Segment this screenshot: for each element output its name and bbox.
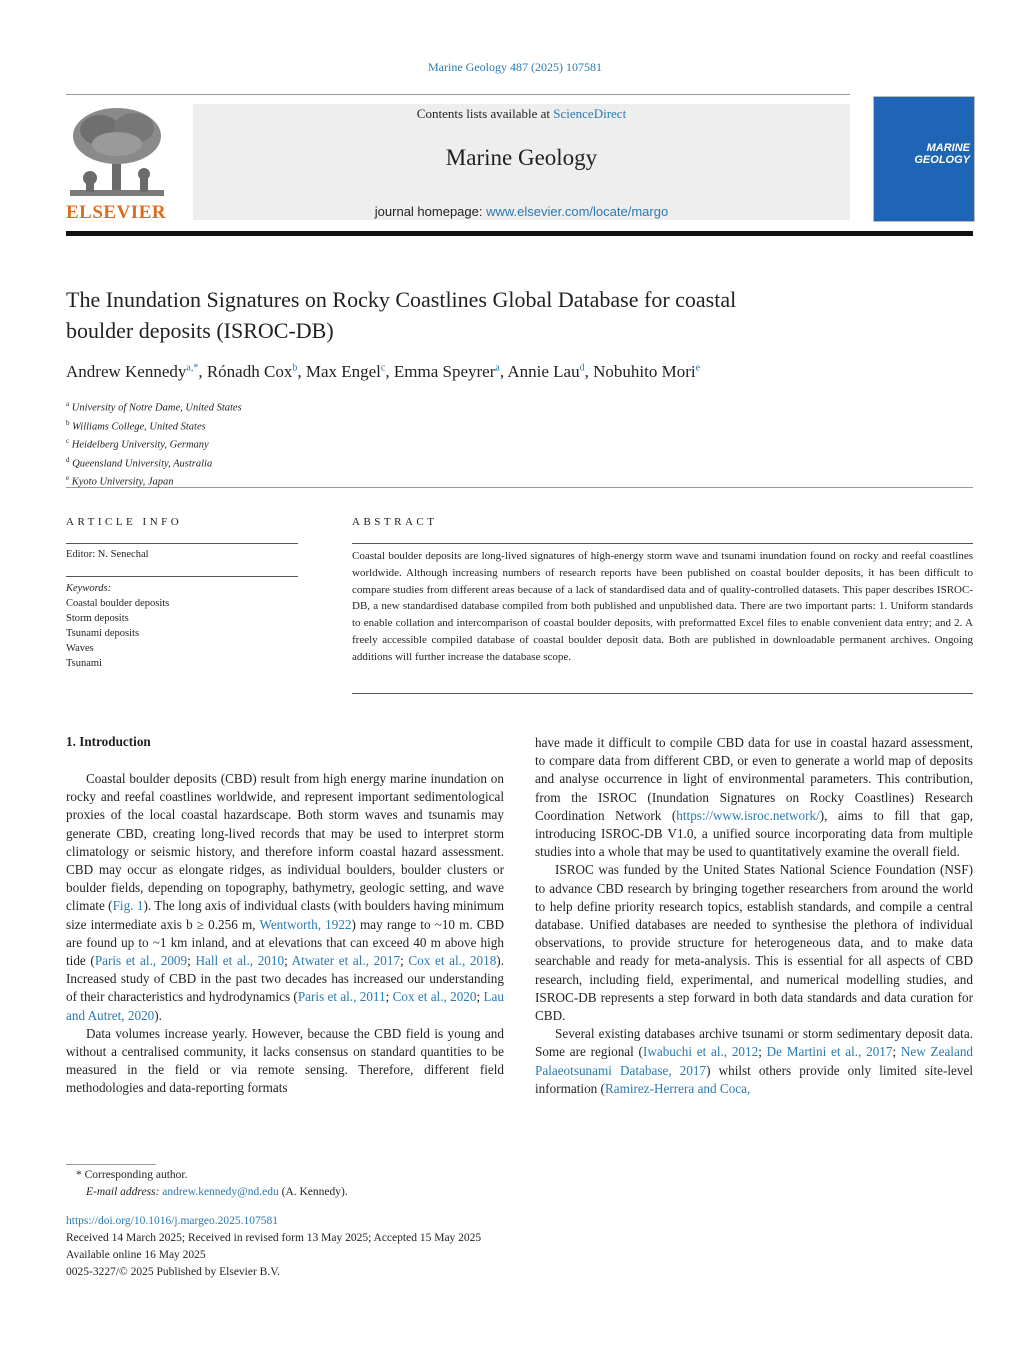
abstract-text: Coastal boulder deposits are long-lived signatures of high-energy storm wave and tsunami inundation found on rocky and reefal coastlines worldwide. Although increasing numbers of research reports have been published on coastal boulder deposits, it has been difficult to compare studies from different areas because of a lack of standardised data and of quality-controlled datasets. This paper describes ISROC-DB, a new standardised database compiled from both published and unpublished data. There are two important parts: 1. Uniform standards to enable collation and intercomparison of coastal boulder deposits, with preformatted Excel files to enable convenient data entry; and 2. A freely accessible compiled database of coastal boulder deposit data. Both are published in downloadable permanent archives. Ongoing additions will further increase the database scope. <box>352 550 973 663</box>
affiliation: $^b$ Williams College, United States <box>66 418 206 432</box>
author-affiliation-marker[interactable]: b <box>292 362 298 374</box>
email-link[interactable]: andrew.kennedy@nd.edu <box>162 1186 279 1198</box>
article-info-heading: ARTICLE INFO <box>66 516 183 528</box>
reference-link[interactable]: De Martini et al., 2017 <box>766 1044 893 1060</box>
reference-link[interactable]: Atwater et al., 2017 <box>291 953 401 969</box>
reference-link[interactable]: Wentworth, 1922 <box>259 916 352 932</box>
copyright: 0025-3227/© 2025 Published by Elsevier B.V. <box>66 1266 280 1278</box>
reference-link[interactable]: Cox et al., 2020 <box>392 989 477 1005</box>
keywords-rule <box>66 576 298 577</box>
section-divider <box>66 487 973 488</box>
author-name: Emma Speyrer <box>393 362 496 381</box>
paragraph: have made it difficult to compile CBD data for use in coastal hazard assessment, to compare data from different CBD, or even to generate a world map of deposits and analyse occurrence in light of environmental parameters. This contribution, from the ISROC (Inundation Signatures on Rocky Coastlines) Research Coordination Network (https://www.isroc.network/), aims to fill that gap, introducing ISROC-DB V1.0, a unified source incorporating data from multiple studies into a whole that may be used to quantitatively examine the overall field. <box>535 735 973 860</box>
affiliation: $^c$ Heidelberg University, Germany <box>66 437 209 451</box>
corresponding-author-note: * Corresponding author. <box>76 1169 188 1181</box>
reference-link[interactable]: New Zealand Palaeotsunami Database, 2017 <box>535 1044 974 1078</box>
journal-homepage: journal homepage: www.elsevier.com/locate/margo <box>374 204 669 219</box>
affiliation: $^e$ Kyoto University, Japan <box>66 474 174 488</box>
reference-link[interactable]: Ramirez-Herrera and Coca, <box>604 1080 751 1096</box>
keyword: Waves <box>66 643 94 654</box>
keyword: Tsunami <box>66 658 103 669</box>
elsevier-wordmark: ELSEVIER <box>66 202 167 223</box>
reference-link[interactable]: Paris et al., 2011 <box>297 989 386 1005</box>
header-divider <box>66 94 850 95</box>
contents-line: Contents lists available at ScienceDirect <box>416 106 627 121</box>
reference-link[interactable]: Hall et al., 2010 <box>195 953 285 969</box>
keyword: Coastal boulder deposits <box>66 598 170 609</box>
keywords-block <box>66 581 169 671</box>
header-thick-rule <box>66 231 973 236</box>
author-list: Andrew Kennedy$^{a,*}$, Rónadh Cox$^b$, Max Engel$^c$, Emma Speyrer$^a$, Annie Lau$^d$, Nobuhito Mori$^e$ <box>66 362 701 381</box>
doi-link[interactable]: https://doi.org/10.1016/j.margeo.2025.107581 <box>66 1215 279 1227</box>
editor-line: Editor: N. Senechal <box>66 549 149 560</box>
author-affiliation-marker[interactable]: d <box>579 362 585 374</box>
affiliation: $^a$ University of Notre Dame, United States <box>66 400 242 414</box>
author-affiliation-marker[interactable]: c <box>380 362 386 374</box>
left-column <box>66 770 504 1098</box>
author-name: Nobuhito Mori <box>593 362 696 381</box>
sciencedirect-link[interactable]: ScienceDirect <box>553 106 627 121</box>
reference-link[interactable]: Fig. 1 <box>112 898 144 914</box>
reference-link[interactable]: Iwabuchi et al., 2012 <box>642 1044 759 1060</box>
paper-title: The Inundation Signatures on Rocky Coastlines Global Database for coastal boulder deposits (ISROC-DB) <box>66 287 737 343</box>
reference-link[interactable]: Paris et al., 2009 <box>94 953 188 969</box>
reference-link[interactable]: Cox et al., 2018 <box>408 953 497 969</box>
journal-citation-link[interactable]: Marine Geology 487 (2025) 107581 <box>428 60 602 74</box>
right-column <box>535 734 973 1098</box>
paragraph: ISROC was funded by the United States National Science Foundation (NSF) to advance CBD research by bringing together researchers from around the world to help define priority research topics, establish standards, and compile a central database. Unified databases are needed to synthesise the plethora of individual observations, to provide structure for heterogeneous data, and to make data searchable and ready for meta-analysis. This is essential for all aspects of CBD research, including field, experimental, and numerical modelling studies, and ISROC-DB represents a step forward in both data standards and data curation for CBD. <box>535 862 973 1024</box>
affiliation: $^d$ Queensland University, Australia <box>66 455 213 469</box>
received-dates: Received 14 March 2025; Received in revised form 13 May 2025; Accepted 15 May 2025 <box>66 1232 482 1244</box>
available-online: Available online 16 May 2025 <box>66 1249 206 1261</box>
keyword: Storm deposits <box>66 613 129 624</box>
reference-link[interactable]: Lau and Autret, 2020 <box>66 989 504 1023</box>
author-affiliation-marker[interactable]: e <box>695 362 701 374</box>
paragraph: Data volumes increase yearly. However, because the CBD field is young and without a centralised community, it lacks consensus on standard quantities to be measured in the field or via remote sensing. Therefore, different field methodologies and data-reporting formats <box>66 1025 504 1096</box>
author-name: Annie Lau <box>507 362 580 381</box>
reference-link[interactable]: https://www.isroc.network/ <box>676 807 820 823</box>
section-heading: 1. Introduction <box>66 734 151 749</box>
abstract-heading: ABSTRACT <box>352 516 438 528</box>
author-affiliation-marker[interactable]: a <box>495 362 500 374</box>
paragraph: Coastal boulder deposits (CBD) result from high energy marine inundation on rocky and reefal coastlines worldwide, and represent important sedimentological proxies of the local coastal hazardscape. Both storm waves and tsunamis may generate CBD, creating long-lived records that may be used to interpret storm climatology or seismic history, and therefore inform coastal hazard assessment. CBD may occur as elongate ridges, as individual boulders, boulder clusters or boulder fields, depending on topography, bathymetry, geologic setting, and wave climate (Fig. 1). The long axis of individual clasts (with boulders having minimum size intermediate axis b ≥ 0.256 m, Wentworth, 1922) may range to ~10 m. CBD are found up to ~1 km inland, and at elevations that can exceed 40 m above high tide (Paris et al., 2009; Hall et al., 2010; Atwater et al., 2017; Cox et al., 2018). Increased study of CBD in the past two decades has increased our understanding of their characteristics and hydrodynamics (Paris et al., 2011; Cox et al., 2020; Lau and Autret, 2020). <box>66 771 504 1023</box>
homepage-link[interactable]: www.elsevier.com/locate/margo <box>486 204 669 219</box>
email-note: E-mail address: andrew.kennedy@nd.edu (A. Kennedy). <box>86 1186 348 1198</box>
author-affiliation-marker[interactable]: a,* <box>186 362 199 374</box>
keyword: Tsunami deposits <box>66 628 140 639</box>
affiliation-list <box>66 397 466 490</box>
paragraph: Several existing databases archive tsunami or storm sedimentary deposit data. Some are regional (Iwabuchi et al., 2012; De Martini et al., 2017; New Zealand Palaeotsunami Database, 2017) whilst others provide only limited site-level information (Ramirez-Herrera and Coca, <box>535 1026 974 1096</box>
author-name: Rónadh Cox <box>206 362 293 381</box>
abstract-rule-bottom <box>352 693 973 694</box>
abstract-rule-top <box>352 543 973 544</box>
author-name: Andrew Kennedy <box>66 362 187 381</box>
journal-title: Marine Geology <box>445 145 598 170</box>
keywords-label: Keywords: <box>66 583 112 594</box>
cover-title: MARINE GEOLOGY <box>914 142 970 166</box>
article-info-rule <box>66 543 298 544</box>
footnote-rule <box>66 1164 156 1165</box>
author-name: Max Engel <box>305 362 381 381</box>
